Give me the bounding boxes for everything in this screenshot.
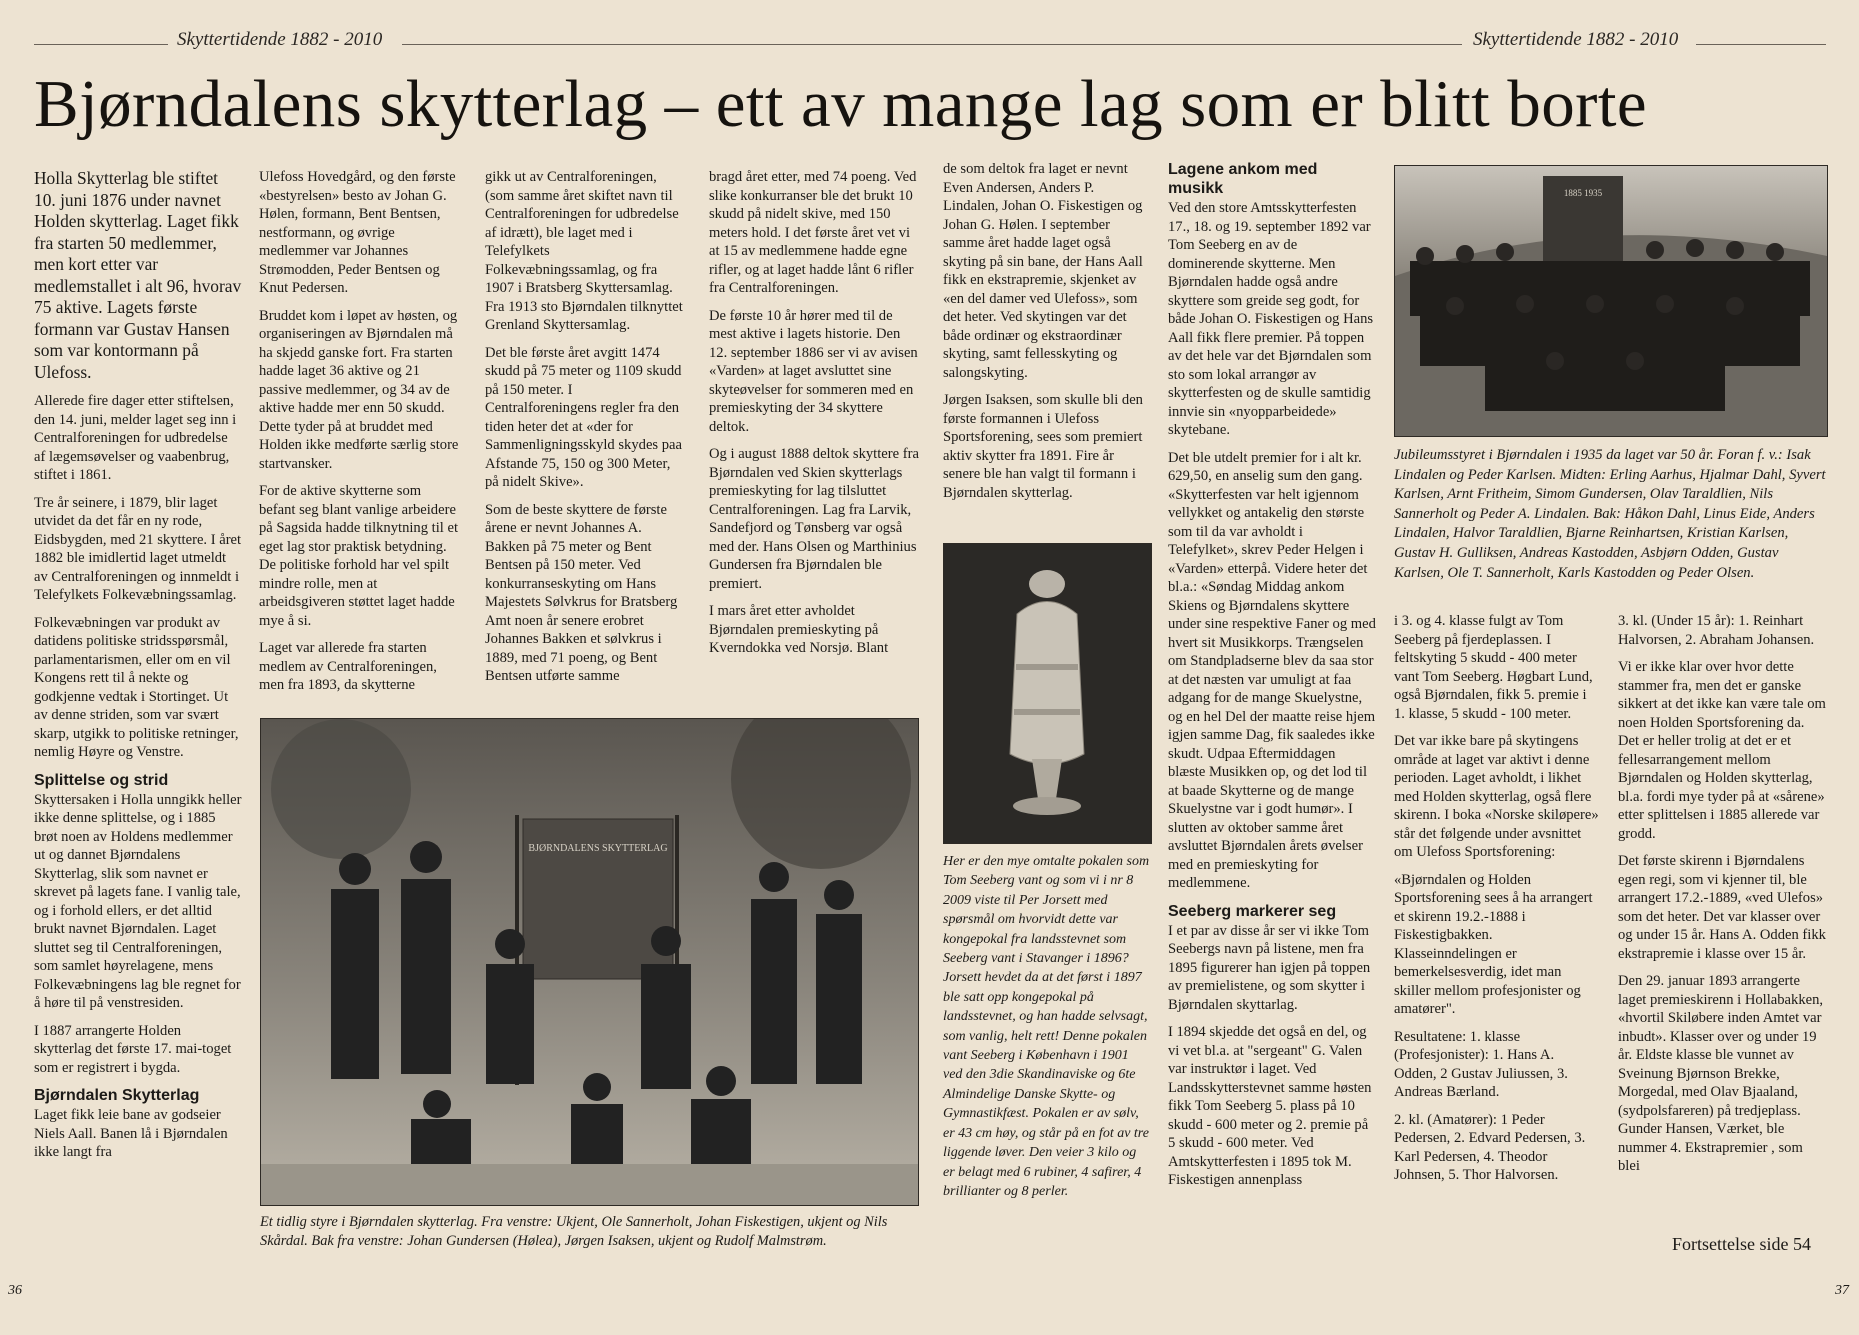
- paragraph: i 3. og 4. klasse fulgt av Tom Seeberg på fjerdeplassen. I feltskyting 5 skudd - 400 meter vant Tom Seeberg. Høgbart Lund, også Bjørndalen, fikk 5. premie i 1. klasse, 5 skudd - 100 meter.: [1394, 613, 1593, 722]
- subheading: Bjørndalen Skytterlag: [34, 1087, 200, 1104]
- running-header-right: Skyttertidende 1882 - 2010: [1473, 29, 1679, 50]
- group-photo-caption: Et tidlig styre i Bjørndalen skytterlag. Fra venstre: Ukjent, Ole Sannerholt, Johan Fiskestigen, ukjent og Nils Skårdal. Bak fra venstre: Johan Gundersen (Hølea), Jørgen Isaksen, ukjent og Rudolf Malmstrøm.: [260, 1214, 888, 1249]
- jubilee-banner-text: 1885 1935: [1563, 188, 1603, 198]
- paragraph: Det ble første året avgitt 1474 skudd på 75 meter og 1109 skudd på 150 meter. I Centralforeningens regler fra den tiden heter det at «der for Sammenligningsskyld skydes paa Afstande 75, 150 og 300 Meter, på nidelt Skive».: [485, 344, 683, 490]
- paragraph: 2. kl. (Amatører): 1 Peder Pedersen, 2. Edvard Pedersen, 3. Karl Pedersen, 4. Theodor Johnsen, 5. Thor Halvorsen.: [1394, 1111, 1586, 1183]
- paragraph: Som de beste skyttere de første årene er nevnt Johannes A. Bakken på 75 meter og Bent Bentsen på 150 meter. Ved konkurranseskyting om Hans Majestets Sølvkrus for Bratsberg Amt noen år senere erobret Johannes Bakken et sølvkrus i 1889, med 71 poeng, og Bent Bentsen utførte samme: [485, 501, 678, 684]
- paragraph: I mars året etter avholdet Bjørndalen premieskyting på Kverndokka ved Norsjø. Blant: [709, 603, 889, 656]
- article-column-1: [34, 168, 242, 1264]
- paragraph: Det ble utdelt premier for i alt kr. 629,50, en anselig sum den gang. «Skytterfesten var helt igjennom vellykket og antakelig den største som til da var avholdt i Telefylket», skrev Peder Helgen i «Varden» etterpå. Videre heter det bl.a.: «Søndag Middag ankom Skiens og Bjørndalens skyttere under sine respektive Faner og med hvert sit Musikkorps. Trængselen om Standpladserne blev da saa stor at det næsten var umuligt at faa adgang for de mange Skuelystne, og en hel Del der maatte reise hjem igjen samme Dag, fik saaledes ikke skudt. Udpaa Eftermiddagen blæste Musikken op, og det lod til at baade Skytterne og de mange Skuelystne var i godt humør». I slutten av oktober samme året avsluttet Bjørndalen årets øvelser med en premieskyting for medlemmene.: [1168, 449, 1376, 891]
- group-photo: [260, 718, 919, 1206]
- subheading: Splittelse og strid: [34, 771, 169, 789]
- paragraph: «Bjørndalen og Holden Sportsforening sees å ha arrangert et skirenn 19.2.-1888 i Fiskestigbakken. Klasseinndelingen er bemerkelsesverdig, idet man skiller mellom profesjonister og amatører".: [1394, 871, 1593, 1017]
- article-column-4: [709, 168, 921, 714]
- header-rule-right: [1696, 44, 1826, 45]
- paragraph: I 1894 skjedde det også en del, og vi vet bl.a. at "sergeant" G. Valen var instruktør i laget. Ved Landsskytterstevnet samme høsten fikk Tom Seeberg 5. plass på 10 skudd - 600 meter og 2. premie på 5 skudd - 600 meter. Ved Amtskytterfesten i 1895 tok M. Fiskestigen annenplass: [1168, 1024, 1372, 1188]
- trophy-photo: [943, 543, 1152, 844]
- article-column-8: [1618, 612, 1828, 1208]
- subheading: Lagene ankom med musikk: [1168, 161, 1318, 197]
- paragraph: bragd året etter, med 74 poeng. Ved slike konkurranser ble det brukt 10 skudd på nidelt skive, med 150 meters hold. I det første året vet vi at 15 av medlemmene hadde egne rifler, og at laget hadde lånt 6 rifler fra Centralforeningen.: [709, 169, 917, 296]
- article-column-7: [1394, 612, 1600, 1222]
- subheading: Seeberg markerer seg: [1168, 902, 1337, 920]
- article-column-6: [1168, 160, 1376, 1264]
- header-rule-left: [34, 44, 168, 45]
- article-column-2: [259, 168, 461, 714]
- paragraph: gikk ut av Centralforeningen, (som samme året skiftet navn til Centralforeningen for udbredelse af idrætt), ble laget med i Telefylkets Folkevæbningssamlag, og fra 1907 i Bratsberg Skyttersamlag. Fra 1913 sto Bjørndalen tilknyttet Grenland Skyttersamlag.: [485, 169, 683, 333]
- paragraph: Resultatene: 1. klasse (Profesjonister): 1. Hans A. Odden, 2 Gustav Juliussen, 3. Andreas Bærland.: [1394, 1028, 1568, 1100]
- paragraph: Det var ikke bare på skytingens område at laget var aktivt i denne perioden. Laget avholdt, i likhet med Holden skytterlag, også flere skirenn. I boka «Norske skiløpere» står det følgende under avsnittet om Ulefoss Sportsforening:: [1394, 733, 1599, 860]
- paragraph: For de aktive skytterne som befant seg blant vanlige arbeidere på Sagsida hadde tilknytning til et eget lag stor praktisk betydning. De politiske forhold har vel spilt mindre rolle, men at arbeidsgiveren støttet laget hadde mye å si.: [259, 483, 459, 629]
- trophy-illustration: [944, 544, 1151, 843]
- paragraph: Tre år seinere, i 1879, blir laget utvidet da det får en ny rode, Eidsbygden, med 21 skyttere. I året 1882 ble imidlertid laget utmeldt av Centralforeningen og innmeldt i Telefylkets Folkevæbningssamlag.: [34, 494, 242, 603]
- paragraph: 3. kl. (Under 15 år): 1. Reinhart Halvorsen, 2. Abraham Johansen.: [1618, 613, 1815, 648]
- paragraph: Og i august 1888 deltok skyttere fra Bjørndalen ved Skien skytterlags premieskyting for lag tilsluttet Centralforeningen. Lag fra Larvik, Sandefjord og Tønsberg var også med der. Hans Olsen og Marthinius Gundersen fra Bjørndalen ble premiert.: [709, 446, 919, 592]
- lead-paragraph: Holla Skytterlag ble stiftet 10. juni 1876 under navnet Holden skytterlag. Laget fikk fra starten 50 medlemmer, men kort etter var medlemstallet i alt 96, hvorav 75 aktive. Lagets første formann var Gustav Hansen som var kontormann på Ulefoss.: [34, 168, 242, 382]
- header-rule-middle: [402, 44, 1462, 45]
- paragraph: Laget var allerede fra starten medlem av Centralforeningen, men fra 1893, da skytterne: [259, 640, 437, 693]
- paragraph: Den 29. januar 1893 arrangerte laget premieskirenn i Hollabakken, «hvortil Skiløbere inden Amtet var inbudt». Klasser over og under 19 år. Eldste klasse ble vunnet av Sveinung Bjørnson Brekke, Morgedal, med Olav Bjaaland, (sydpolsfareren) på tredjeplass. Gunder Hansen, Værket, ble nummer 4. Ekstrapremier , som blei: [1618, 973, 1824, 1174]
- banner-text: BJØRNDALENS SKYTTERLAG: [528, 843, 668, 854]
- article-column-5: [943, 160, 1148, 540]
- trophy-photo-caption: Her er den mye omtalte pokalen som Tom Seeberg vant og som vi i nr 8 2009 viste til Per Jorsett med spørsmål om hvorvidt dette var kongepokal fra landsstevnet som Seeberg vant i Stavanger i 1896? Jorsett hevdet da at det først i 1897 ble satt opp kongepokal på landsstevnet, og han hadde selvsagt, som vanlig, helt rett! Denne pokalen vant Seeberg i København i 1901 ved den 3die Skandinaviske og 6te Almindelige Danske Skytte- og Gymnastikfæst. Pokalen er av sølv, er 43 cm høy, og står på en fot av tre liggende løver. Den veier 3 kilo og er belagt med 6 rubiner, 4 safirer, 4 brillianter og 8 perler.: [943, 854, 1150, 1199]
- paragraph: Skyttersaken i Holla unngikk heller ikke denne splittelse, og i 1885 brøt noen av Holdens medlemmer ut og dannet Bjørndalens Skytterlag, slik som navnet er skrevet på lagets fane. I vanlig tale, og i forhold ellers, er det alltid brukt navnet Bjørndalen. Laget sluttet seg til Centralforeningen, som samlet høyrelagene, mens Folkevæbningens lag ble regnet for å høre til på venstresiden.: [34, 791, 242, 1011]
- jubilee-photo-caption: Jubileumsstyret i Bjørndalen i 1935 da laget var 50 år. Foran f. v.: Isak Lindalen og Peder Karlsen. Midten: Erling Aarhus, Hjalmar Dahl, Syvert Karlsen, Arnt Fritheim, Simom Gundersen, Olav Taraldlien, Nils Sannerholt og Peder A. Lindalen. Bak: Håkon Dahl, Linus Eide, Anders Lindalen, Halvor Taraldlien, Bjarne Reinhartsen, Kristian Karlsen, Gustav H. Gulliksen, Andreas Kastodden, Asbjørn Odden, Gustav Karlsen, Ole T. Sannerholt, Karls Kastodden og Peder Olsen.: [1394, 447, 1826, 581]
- paragraph: De første 10 år hører med til de mest aktive i lagets historie. Den 12. september 1886 ser vi av avisen «Varden» at laget avsluttet sine skyteøvelser for sommeren med en premieskyting der 34 skyttere deltok.: [709, 307, 918, 435]
- paragraph: Allerede fire dager etter stiftelsen, den 14. juni, melder laget seg inn i Centralforeningen for udbredelse af lægemsøvelser og vaabenbrug, stiftet i 1861.: [34, 393, 237, 483]
- paragraph: I 1887 arrangerte Holden skytterlag det første 17. mai-toget som er registrert i bygda.: [34, 1022, 232, 1076]
- group-photo-illustration: [261, 719, 918, 1205]
- headline: Bjørndalens skytterlag – ett av mange lag som er blitt borte: [34, 67, 1647, 141]
- paragraph: Ved den store Amtsskytterfesten 17., 18. og 19. september 1892 var Tom Seeberg en av de dominerende skytterne. Men Bjørndalen hadde også andre skyttere som greide seg godt, for både Johan O. Fiskestigen og Hans Aall fikk flere premier. På toppen av det hele var det Bjørndalen som sto som lokal arrangør av skytterfesten og de skulle samtidig innvie sin «nyopparbeidede» skytebane.: [1168, 200, 1374, 438]
- paragraph: Laget fikk leie bane av godseier Niels Aall. Banen lå i Bjørndalen ikke langt fra: [34, 1107, 228, 1160]
- page-number-left: 36: [8, 1283, 22, 1298]
- paragraph: Bruddet kom i løpet av høsten, og organiseringen av Bjørndalen må ha skjedd ganske fort. Fra starten hadde laget 36 aktive og 21 passive medlemmer, og 34 av de aktive hadde mer enn 50 skudd. Dette tyder på at bruddet med Holden ikke medførte særlig store startvansker.: [259, 307, 459, 472]
- jubilee-photo-illustration: [1395, 166, 1827, 436]
- continued-notice: Fortsettelse side 54: [1672, 1234, 1811, 1254]
- paragraph: Ulefoss Hovedgård, og den første «bestyrelsen» besto av Johan G. Hølen, formann, Bent Bentsen, nestformann, og øvrige medlemmer var Johannes Strømodden, Peder Bentsen og Knut Pedersen.: [259, 169, 456, 296]
- article-column-3: [485, 168, 687, 714]
- paragraph: Det første skirenn i Bjørndalens egen regi, som vi kjenner til, ble arrangert 17.2.-1889, «ved Ulefos» som det heter. Det var klasser over og under 15 år. Hans A. Odden fikk ekstrapremie i klasse over 15 år.: [1618, 853, 1826, 962]
- paragraph: Vi er ikke klar over hvor dette stammer fra, men det er ganske sikkert at det ikke kan være tale om noen Holden Sportsforening da. Det er heller trolig at det er et fellesarrangement mellom Bjørndalen og Holden skytterlag, bl.a. fordi mye tyder på at «sårene» etter splittelsen i 1885 allerede var grodd.: [1618, 659, 1826, 842]
- paragraph: Jørgen Isaksen, som skulle bli den første formannen i Ulefoss Sportsforening, sees som premiert aktiv skytter fra 1891. Fire år senere ble han valgt til formann i Bjørndalen skytterlag.: [943, 392, 1143, 501]
- paragraph: I et par av disse år ser vi ikke Tom Seebergs navn på listene, men fra 1895 figurerer han igjen på toppen av premielistene, og som skytter i Bjørndalen skyttarlag.: [1168, 922, 1371, 1013]
- paragraph: de som deltok fra laget er nevnt Even Andersen, Anders P. Lindalen, Johan O. Fiskestigen og Johan G. Hølen. I september samme året hadde laget også skyting på sin bane, der Hans Aall fikk en ekstrapremie, skjenket av «en del damer ved Ulefoss», som det heter. Ved skytingen var det både ordinær og ekstraordinær skyting, samt fellesskyting og salongskyting.: [943, 161, 1143, 381]
- paragraph: Folkevæbningen var produkt av datidens politiske stridsspørsmål, parlamentarismen, eller om en vil Kongens rett til å nekte og godkjenne vedtak i Stortinget. Ut av denne striden, som var svært skarp, utgikk to politiske retninger, nemlig Høyre og Venstre.: [34, 614, 239, 760]
- running-header-left: Skyttertidende 1882 - 2010: [177, 29, 383, 50]
- page-number-right: 37: [1835, 1283, 1849, 1298]
- jubilee-photo: [1394, 165, 1828, 437]
